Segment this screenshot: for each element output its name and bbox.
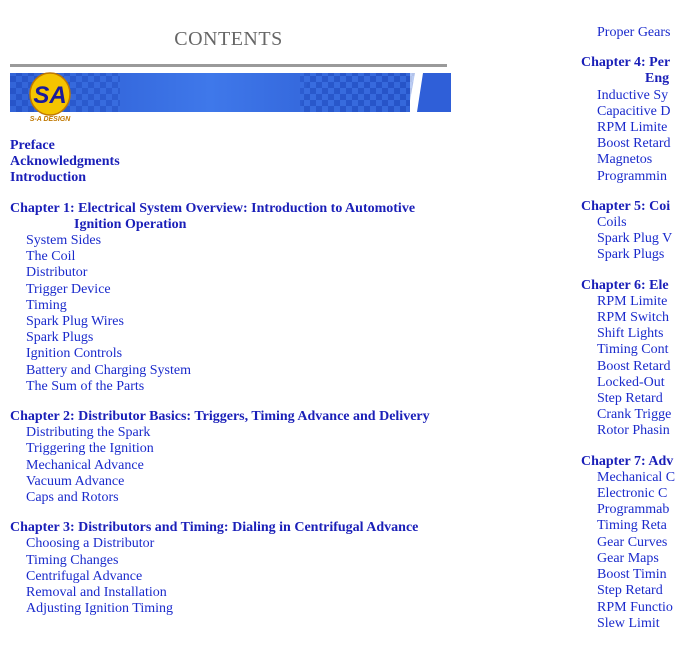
chapter-3-link[interactable]: Chapter 3: Distributors and Timing: Dialing in Centrifugal Advance bbox=[10, 520, 419, 536]
toc-item[interactable]: Capacitive D bbox=[597, 103, 671, 119]
toc-item[interactable]: Spark Plugs bbox=[26, 330, 94, 346]
toc-item[interactable]: Timing Cont bbox=[597, 342, 669, 358]
toc-item[interactable]: Gear Curves bbox=[597, 534, 668, 550]
toc-item[interactable]: Battery and Charging System bbox=[26, 362, 191, 378]
toc-item[interactable]: Timing Changes bbox=[26, 552, 119, 568]
toc-item[interactable]: The Sum of the Parts bbox=[26, 378, 145, 394]
logo bbox=[30, 73, 72, 123]
toc-item[interactable]: The Coil bbox=[26, 249, 76, 265]
toc-item[interactable]: Programmab bbox=[597, 502, 670, 518]
toc-item[interactable]: Spark Plugs bbox=[597, 247, 665, 263]
toc-item[interactable]: Removal and Installation bbox=[26, 585, 167, 601]
toc-item[interactable]: Spark Plug V bbox=[597, 231, 673, 247]
toc-item[interactable]: Locked-Out bbox=[597, 374, 665, 390]
toc-item[interactable]: Proper Gears bbox=[597, 25, 671, 40]
toc-item[interactable]: Inductive Sy bbox=[597, 87, 669, 103]
toc-item[interactable]: Trigger Device bbox=[26, 281, 111, 297]
toc-item[interactable]: Mechanical Advance bbox=[26, 457, 144, 473]
toc-item[interactable]: Timing Reta bbox=[597, 518, 667, 534]
toc-item[interactable]: Coils bbox=[597, 215, 627, 231]
toc-item[interactable]: RPM Limite bbox=[597, 293, 668, 309]
logo-subtext: S-A DESIGN bbox=[29, 116, 71, 123]
chapter-5-link[interactable]: Chapter 5: Coi bbox=[581, 198, 671, 214]
logo-text: SA bbox=[33, 82, 67, 109]
chapter-7-link[interactable]: Chapter 7: Adv bbox=[581, 453, 674, 469]
toc-item[interactable]: Boost Timin bbox=[597, 567, 667, 583]
toc-item[interactable]: Spark Plug Wires bbox=[26, 314, 124, 330]
toc-item[interactable]: Shift Lights bbox=[597, 326, 664, 342]
toc-item[interactable]: Distributing the Spark bbox=[26, 425, 151, 441]
chapter-1-link-cont[interactable]: Ignition Operation bbox=[74, 216, 187, 232]
toc-item[interactable]: Electronic C bbox=[597, 486, 668, 502]
banner-right-segment bbox=[417, 73, 451, 112]
toc-item[interactable]: Step Retard bbox=[597, 583, 663, 599]
chapter-4-link-cont[interactable]: Eng bbox=[645, 71, 670, 87]
page-title: CONTENTS bbox=[174, 28, 283, 50]
toc-item[interactable]: Caps and Rotors bbox=[26, 490, 119, 506]
toc-item[interactable]: Triggering the Ignition bbox=[26, 441, 154, 457]
toc-item[interactable]: Magnetos bbox=[597, 152, 653, 168]
toc-item[interactable]: Boost Retard bbox=[597, 136, 671, 152]
toc-item[interactable]: Centrifugal Advance bbox=[26, 568, 143, 584]
toc-item[interactable]: Boost Retard bbox=[597, 358, 671, 374]
toc-item[interactable]: Slew Limit bbox=[597, 615, 660, 631]
toc-item[interactable]: Gear Maps bbox=[597, 550, 659, 566]
toc-item[interactable]: Timing bbox=[26, 297, 67, 313]
toc-item[interactable]: Choosing a Distributor bbox=[26, 536, 155, 552]
header-banner bbox=[10, 64, 447, 124]
toc-item[interactable]: Distributor bbox=[26, 265, 88, 281]
toc-left-column bbox=[10, 138, 430, 617]
chapter-4-link[interactable]: Chapter 4: Per bbox=[581, 55, 671, 71]
toc-acknowledgments-link[interactable]: Acknowledgments bbox=[10, 154, 120, 170]
toc-item[interactable]: System Sides bbox=[26, 233, 102, 249]
chapter-2-link[interactable]: Chapter 2: Distributor Basics: Triggers, Timing Advance and Delivery bbox=[10, 409, 430, 425]
toc-item[interactable]: RPM Switch bbox=[597, 310, 669, 326]
toc-item[interactable]: Vacuum Advance bbox=[26, 473, 125, 489]
toc-item[interactable]: RPM Functio bbox=[597, 599, 673, 615]
toc-introduction-link[interactable]: Introduction bbox=[10, 170, 86, 186]
toc-right-column bbox=[581, 25, 675, 632]
toc-item[interactable]: Mechanical C bbox=[597, 469, 675, 485]
toc-item[interactable]: Ignition Controls bbox=[26, 346, 123, 362]
toc-item[interactable]: Rotor Phasin bbox=[597, 423, 670, 439]
toc-item[interactable]: RPM Limite bbox=[597, 120, 668, 136]
toc-item[interactable]: Programmin bbox=[597, 168, 667, 184]
toc-item[interactable]: Crank Trigge bbox=[597, 407, 672, 423]
toc-item[interactable]: Step Retard bbox=[597, 391, 663, 407]
toc-item[interactable]: Adjusting Ignition Timing bbox=[26, 601, 174, 617]
toc-preface-link[interactable]: Preface bbox=[10, 138, 55, 153]
chapter-6-link[interactable]: Chapter 6: Ele bbox=[581, 277, 669, 293]
chapter-1-link[interactable]: Chapter 1: Electrical System Overview: Introduction to Automotive bbox=[10, 200, 416, 216]
